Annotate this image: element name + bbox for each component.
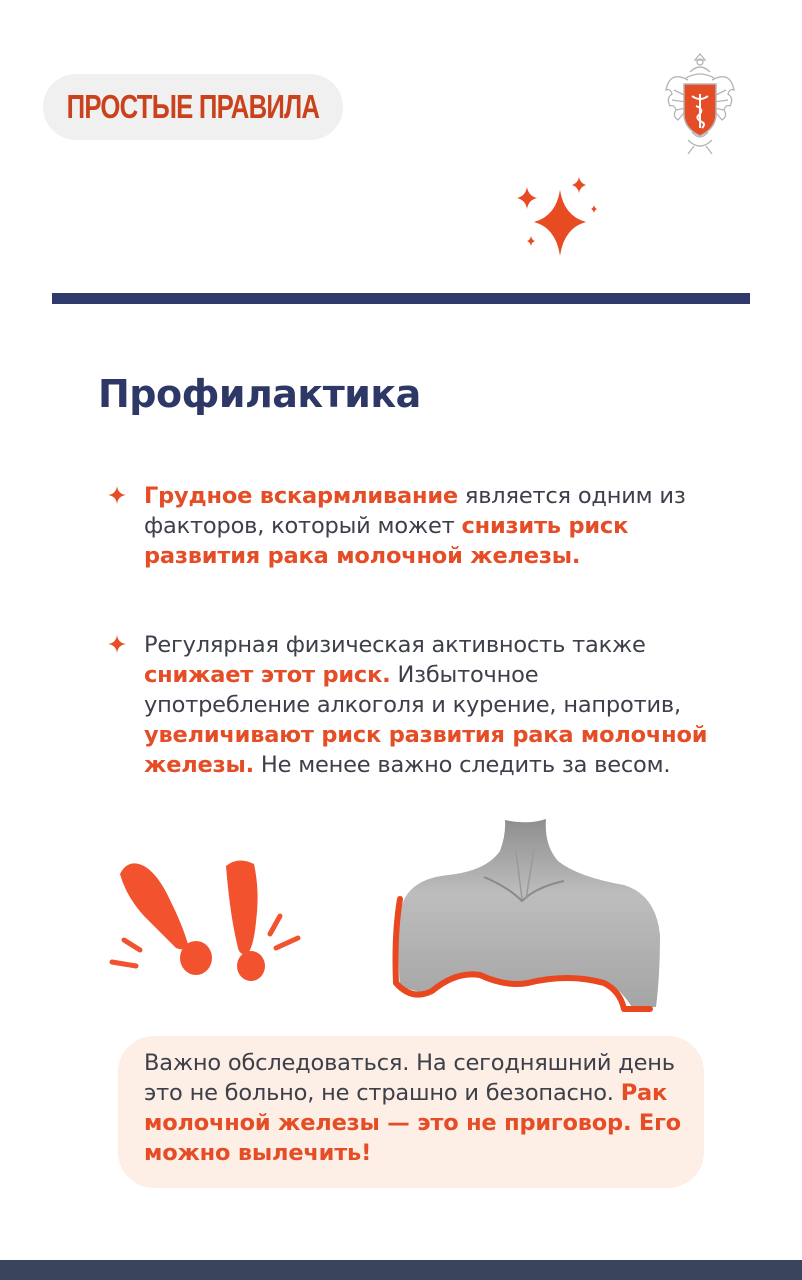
bullet-item-breastfeeding: [108, 481, 708, 571]
bullet-text: Грудное вскармливание является одним из факторов, который может снизить риск развития рака молочной железы.: [144, 483, 686, 569]
double-exclamation-icon: [108, 852, 308, 987]
series-badge-label: ПРОСТЫЕ ПРАВИЛА: [66, 88, 320, 125]
callout-text: Важно обследоваться. На сегодняшний день это не больно, не страшно и безопасно. Рак молочной железы — это не приговор. Его можно вылечить!: [144, 1050, 681, 1166]
bullet-item-activity: [108, 630, 708, 780]
female-torso-illustration: [388, 815, 668, 1015]
star-bullet-icon: [108, 635, 126, 653]
page-title: Профилактика: [98, 372, 421, 416]
section-divider: [52, 293, 750, 304]
ministry-of-health-emblem-icon: [664, 50, 736, 158]
key-message-callout: [118, 1036, 704, 1188]
star-bullet-icon: [108, 486, 126, 504]
series-badge: [43, 74, 343, 140]
sparkles-icon: [510, 172, 610, 262]
bullet-text: Регулярная физическая активность также снижает этот риск. Избыточное употребление алкоголя и курение, напротив, увеличивают риск развития рака молочной железы. Не менее важно следить за весом.: [144, 632, 708, 778]
footer-bar: [0, 1260, 802, 1280]
